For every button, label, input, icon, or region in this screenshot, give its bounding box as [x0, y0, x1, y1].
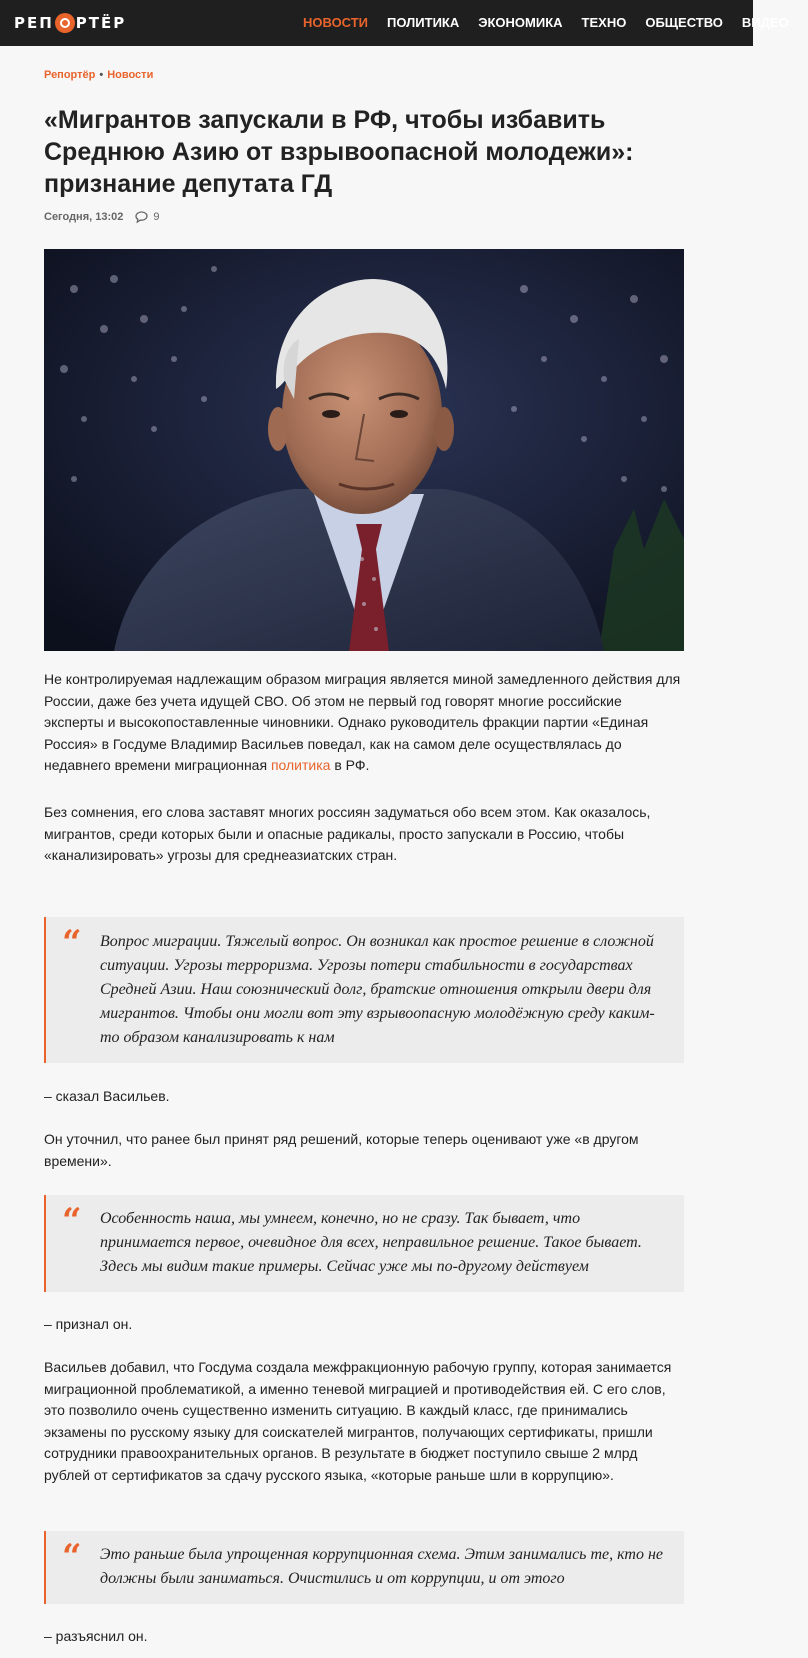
- paragraph-text-end: в РФ.: [330, 757, 370, 773]
- quote-text: Особенность наша, мы умнеем, конечно, но не сразу. Так бывает, что принимается первое, очевидное для всех, неправильное решение. Такое бывает. Здесь мы видим такие примеры. Сейчас уже мы по-другому действуем: [100, 1210, 642, 1275]
- article-date: Сегодня, 13:02: [44, 211, 124, 223]
- main-nav: [303, 0, 808, 44]
- article-title: «Мигрантов запускали в РФ, чтобы избавить Среднюю Азию от взрывоопасной молодежи»: признание депутата ГД: [44, 106, 634, 198]
- nav-item-video[interactable]: ВИДЕО: [741, 14, 789, 30]
- article-hero-image: [44, 249, 684, 651]
- breadcrumb: [44, 69, 153, 81]
- breadcrumb-section[interactable]: Новости: [107, 69, 154, 81]
- politics-tag-link[interactable]: политика: [270, 757, 331, 773]
- site-logo[interactable]: [14, 12, 126, 34]
- quote-text: Это раньше была упрощенная коррупционная схема. Этим занимались те, кто не должны были заниматься. Очистились и от коррупции, и от этого: [100, 1546, 663, 1587]
- logo-text-right: РТЁР: [75, 14, 127, 32]
- comment-bubble-icon: [135, 211, 148, 223]
- quote-mark-icon: “: [62, 923, 82, 963]
- article-paragraph: – признал он.: [44, 1316, 133, 1332]
- portrait-photo: [44, 249, 684, 651]
- article-paragraph: – разъяснил он.: [44, 1628, 148, 1644]
- logo-mark-icon: [55, 13, 75, 33]
- article-meta: [44, 211, 160, 223]
- nav-item-society[interactable]: ОБЩЕСТВО: [645, 14, 723, 30]
- breadcrumb-home[interactable]: Репортёр: [44, 69, 96, 81]
- article-paragraph: Он уточнил, что ранее был принят ряд решений, которые теперь оценивают уже «в другом времени».: [44, 1131, 639, 1169]
- blockquote: [44, 1531, 684, 1604]
- nav-item-tech[interactable]: ТЕХНО: [581, 14, 627, 30]
- breadcrumb-separator: •: [99, 69, 104, 81]
- blockquote: [44, 1195, 684, 1292]
- nav-item-news[interactable]: НОВОСТИ: [303, 14, 369, 30]
- comments-count: 9: [153, 211, 160, 223]
- quote-text: Вопрос миграции. Тяжелый вопрос. Он возникал как простое решение в сложной ситуации. Угрозы терроризма. Угрозы потери стабильности в государствах Средней Азии. Наш союзнический долг, братские отношения открыли двери для мигрантов. Чтобы они могли вот эту взрывоопасную молодёжную среду каким-то образом канализировать к нам: [100, 933, 655, 1046]
- quote-mark-icon: “: [62, 1201, 82, 1241]
- article-paragraph: Без сомнения, его слова заставят многих россиян задуматься обо всем этом. Как оказалось, мигрантов, среди которых были и опасные радикалы, просто запускали в Россию, чтобы «канализировать» угрозы для среднеазиатских стран.: [44, 804, 651, 863]
- logo-text-left: РЕП: [14, 14, 54, 32]
- article-paragraph: [44, 669, 684, 777]
- nav-item-politics[interactable]: ПОЛИТИКА: [387, 14, 460, 30]
- blockquote: [44, 917, 684, 1063]
- article-paragraph: – сказал Васильев.: [44, 1088, 170, 1104]
- paragraph-text: Не контролируемая надлежащим образом миграция является миной замедленного действия для России, даже без учета идущей СВО. Об этом не первый год говорят многие российские эксперты и высокопоставленные чиновники. Однако руководитель фракции партии «Единая Россия» в Госдуме Владимир Васильев поведал, как на самом деле осуществлялась до недавнего времени миграционная: [44, 671, 681, 773]
- nav-item-economy[interactable]: ЭКОНОМИКА: [478, 14, 563, 30]
- quote-mark-icon: “: [62, 1537, 82, 1577]
- comments-link[interactable]: [135, 211, 159, 223]
- top-navigation-bar: [0, 0, 789, 46]
- article-paragraph: Васильев добавил, что Госдума создала межфракционную рабочую группу, которая занимается миграционной проблематикой, а именно теневой миграцией и противодействия ей. С его слов, это позволило очень существенно изменить ситуацию. В каждый класс, где принимались экзамены по русскому языку для соискателей мигрантов, получающих сертификаты, пришли сотрудники правоохранительных органов. В результате в бюджет поступило свыше 2 млрд рублей от сертификатов за сдачу русского языка, «которые раньше шли в коррупцию».: [44, 1359, 672, 1483]
